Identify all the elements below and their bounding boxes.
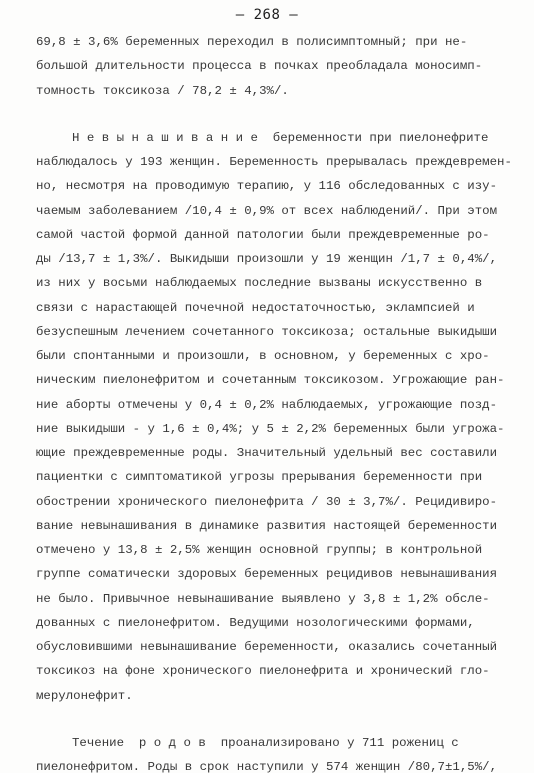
text-line: ды /13,7 ± 1,3%/. Выкидыши произошли у 19 женщин /1,7 ± 0,4%/,	[36, 252, 498, 266]
text-line: дованных с пиелонефритом. Ведущими нозологическими формами,	[36, 615, 475, 630]
text-line: вание невынашивания в динамике развития настоящей беременности	[36, 518, 498, 533]
text-line: не было. Привычное невынашивание выявлено у 3,8 ± 1,2% обсле-	[36, 591, 490, 606]
text-line: Н е в ы н а ш и в а н и е беременности при пиелонефрите	[72, 130, 489, 145]
paragraph-gap	[36, 708, 516, 731]
paragraph-gap	[36, 103, 516, 126]
paragraph-1	[36, 30, 516, 103]
text-line: отмечено у 13,8 ± 2,5% женщин основной группы; в контрольной	[36, 543, 483, 557]
text-line: ние выкидыши - у 1,6 ± 0,4%; у 5 ± 2,2% беременных были угрожа-	[36, 421, 505, 436]
text-line: пиелонефритом. Роды в срок наступили у 574 женщин /80,7±1,5%/,	[36, 760, 498, 774]
text-line: Течение р о д о в проанализировано у 711 рожениц с	[72, 735, 459, 750]
page-number: – 268 –	[235, 7, 299, 23]
text-line: были спонтанными и произошли, в основном, у беременных с хро-	[36, 349, 490, 363]
text-line: обусловившими невынашивание беременности, оказались сочетанный	[36, 640, 498, 654]
text-line: из них у восьми наблюдаемых последние вызваны искусственно в	[36, 276, 483, 291]
text-line: пациентки с симптоматикой угрозы прерывания беременности при	[36, 470, 483, 485]
text-line: чаемым заболеванием /10,4 ± 0,9% от всех наблюдений/. При этом	[36, 203, 498, 218]
text-line: обострении хронического пиелонефрита / 30 ± 3,7%/. Рецидивиро-	[36, 494, 498, 509]
text-line: токсикоз на фоне хронического пиелонефрита и хронический гло-	[36, 664, 490, 679]
text-line: группе соматически здоровых беременных рецидивов невынашивания	[36, 567, 498, 582]
text-line: томность токсикоза / 78,2 ± 4,3%/.	[36, 83, 289, 98]
text-line: большой длительности процесса в почках преобладала моносимп-	[36, 59, 483, 74]
text-line: мерулонефрит.	[36, 688, 133, 703]
text-line: 69,8 ± 3,6% беременных переходил в полисимптомный; при не-	[36, 35, 468, 49]
document-body	[36, 30, 516, 779]
text-line: ние аборты отмечены у 0,4 ± 0,2% наблюдаемых, угрожающие позд-	[36, 397, 498, 412]
text-line: самой частой формой данной патологии были преждевременные ро-	[36, 227, 490, 242]
text-line: связи с нарастающей почечной недостаточностью, эклампсией и	[36, 300, 475, 315]
text-line: ническим пиелонефритом и сочетанным токсикозом. Угрожающие ран-	[36, 373, 505, 388]
paragraph-2	[36, 126, 516, 708]
text-line: безуспешным лечением сочетанного токсикоза; остальные выкидыши	[36, 324, 498, 339]
text-line: наблюдалось у 193 женщин. Беременность прерывалась преждевремен-	[36, 155, 512, 169]
text-line: но, несмотря на проводимую терапию, у 116 обследованных с изу-	[36, 179, 498, 194]
text-line: ющие преждевременные роды. Значительный удельный вес составили	[36, 446, 498, 460]
paragraph-3	[36, 731, 516, 779]
